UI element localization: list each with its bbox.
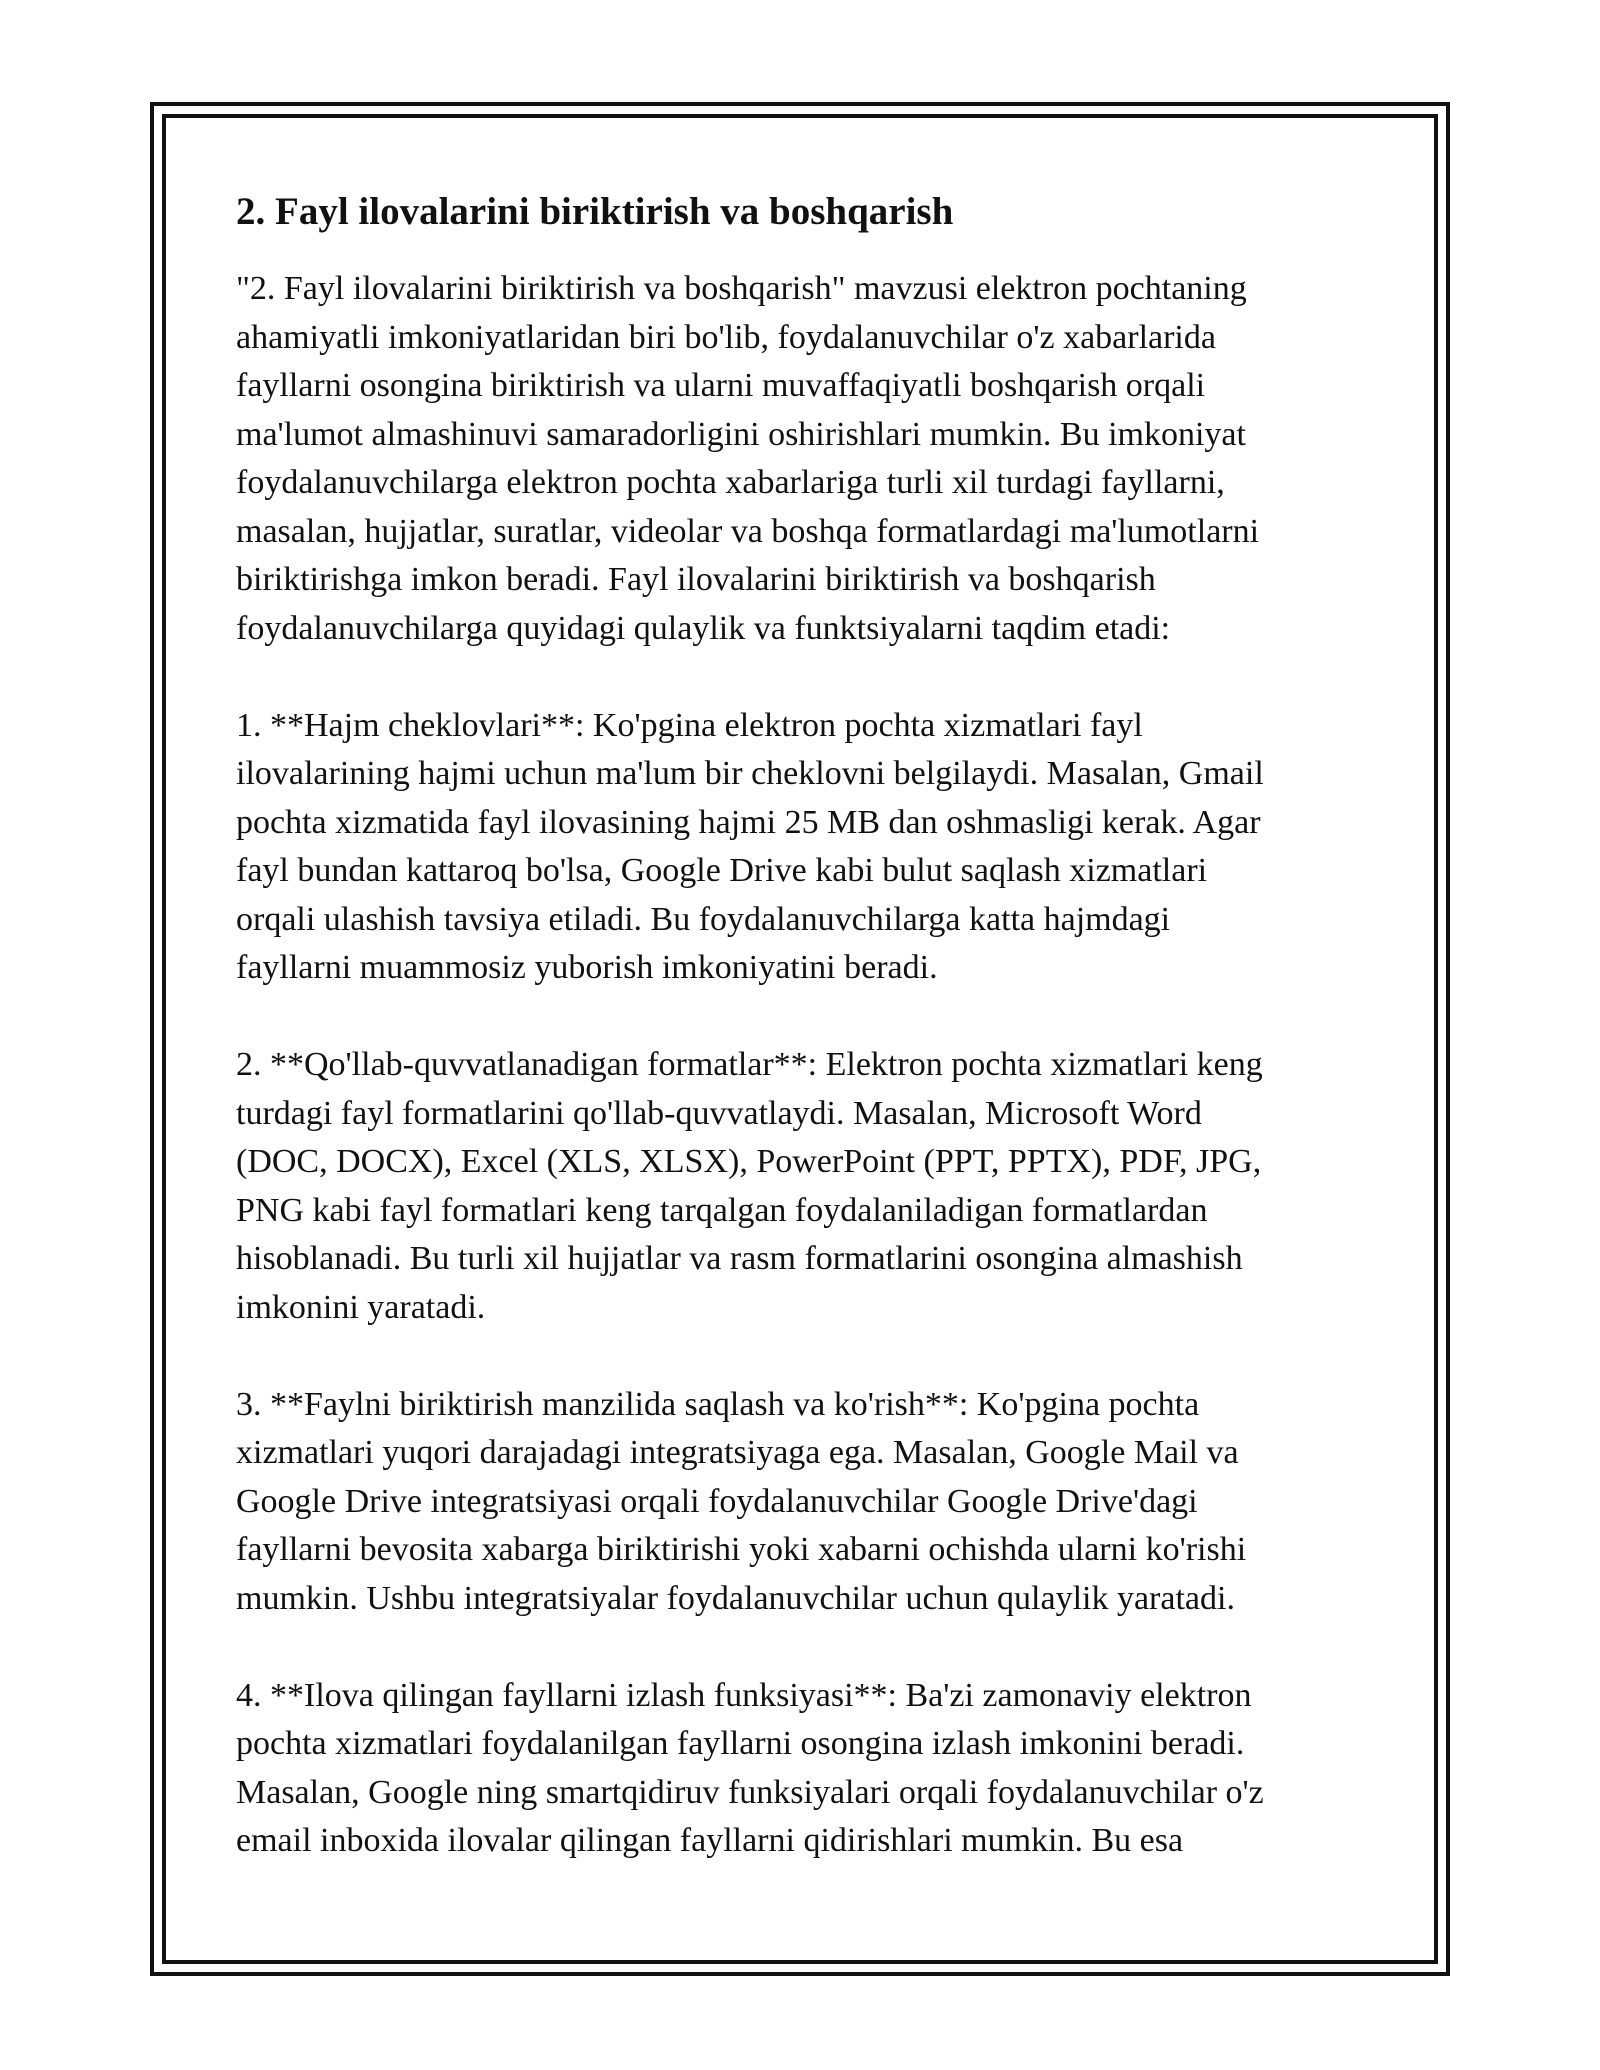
text-line: Masalan, Google ning smartqidiruv funksiyalari orqali foydalanuvchilar o'z: [236, 1773, 1264, 1811]
text-line: ma'lumot almashinuvi samaradorligini oshirishlari mumkin. Bu imkoniyat: [236, 415, 1246, 453]
text-line: pochta xizmatida fayl ilovasining hajmi 25 MB dan oshmasligi kerak. Agar: [236, 803, 1261, 841]
text-line: 2. **Qo'llab-quvvatlanadigan formatlar**: Elektron pochta xizmatlari keng: [236, 1046, 1263, 1083]
paragraph-item-3: [236, 1381, 1366, 1624]
text-line: xizmatlari yuqori darajadagi integratsiyaga ega. Masalan, Google Mail va: [236, 1434, 1239, 1471]
text-line: ilovalarining hajmi uchun ma'lum bir cheklovni belgilaydi. Masalan, Gmail: [236, 755, 1264, 792]
text-line: imkonini yaratadi.: [236, 1288, 486, 1326]
text-line: fayl bundan kattaroq bo'lsa, Google Drive kabi bulut saqlash xizmatlari: [236, 852, 1208, 889]
text-line: foydalanuvchilarga quyidagi qulaylik va funktsiyalarni taqdim etadi:: [236, 609, 1171, 647]
section-title: 2. Fayl ilovalarini biriktirish va boshqarish: [236, 190, 954, 233]
text-line: foydalanuvchilarga elektron pochta xabarlariga turli xil turdagi fayllarni,: [236, 464, 1225, 501]
text-line: "2. Fayl ilovalarini biriktirish va boshqarish" mavzusi elektron pochtaning: [236, 270, 1247, 307]
paragraph-intro: [236, 265, 1366, 653]
text-line: email inboxida ilovalar qilingan fayllarni qidirishlari mumkin. Bu esa: [236, 1822, 1184, 1859]
text-line: Google Drive integratsiyasi orqali foydalanuvchilar Google Drive'dagi: [236, 1482, 1198, 1520]
text-line: hisoblanadi. Bu turli xil hujjatlar va rasm formatlarini osongina almashish: [236, 1240, 1243, 1277]
text-line: 4. **Ilova qilingan fayllarni izlash funksiyasi**: Ba'zi zamonaviy elektron: [236, 1676, 1252, 1714]
text-line: (DOC, DOCX), Excel (XLS, XLSX), PowerPoint (PPT, PPTX), PDF, JPG,: [236, 1143, 1262, 1180]
paragraph-item-2: [236, 1041, 1366, 1332]
text-line: fayllarni muammosiz yuborish imkoniyatini beradi.: [236, 949, 938, 986]
document-body: [236, 186, 1366, 1914]
text-line: fayllarni osongina biriktirish va ularni muvaffaqiyatli boshqarish orqali: [236, 367, 1206, 404]
paragraph-item-4: [236, 1672, 1366, 1866]
text-line: 1. **Hajm cheklovlari**: Ko'pgina elektron pochta xizmatlari fayl: [236, 706, 1143, 744]
text-line: 3. **Faylni biriktirish manzilida saqlash va ko'rish**: Ko'pgina pochta: [236, 1385, 1200, 1423]
text-line: pochta xizmatlari foydalanilgan fayllarni osongina izlash imkonini beradi.: [236, 1725, 1245, 1762]
text-line: turdagi fayl formatlarini qo'llab-quvvatlaydi. Masalan, Microsoft Word: [236, 1094, 1202, 1132]
text-line: PNG kabi fayl formatlari keng tarqalgan foydalaniladigan formatlardan: [236, 1191, 1208, 1229]
text-line: fayllarni bevosita xabarga biriktirishi yoki xabarni ochishda ularni ko'rishi: [236, 1531, 1247, 1568]
text-line: mumkin. Ushbu integratsiyalar foydalanuvchilar uchun qulaylik yaratadi.: [236, 1579, 1235, 1617]
text-line: orqali ulashish tavsiya etiladi. Bu foydalanuvchilarga katta hajmdagi: [236, 900, 1171, 938]
text-line: masalan, hujjatlar, suratlar, videolar va boshqa formatlardagi ma'lumotlarni: [236, 512, 1260, 550]
text-line: ahamiyatli imkoniyatlaridan biri bo'lib, foydalanuvchilar o'z xabarlarida: [236, 318, 1216, 356]
paragraph-item-1: [236, 702, 1366, 993]
text-line: biriktirishga imkon beradi. Fayl ilovalarini biriktirish va boshqarish: [236, 561, 1156, 598]
